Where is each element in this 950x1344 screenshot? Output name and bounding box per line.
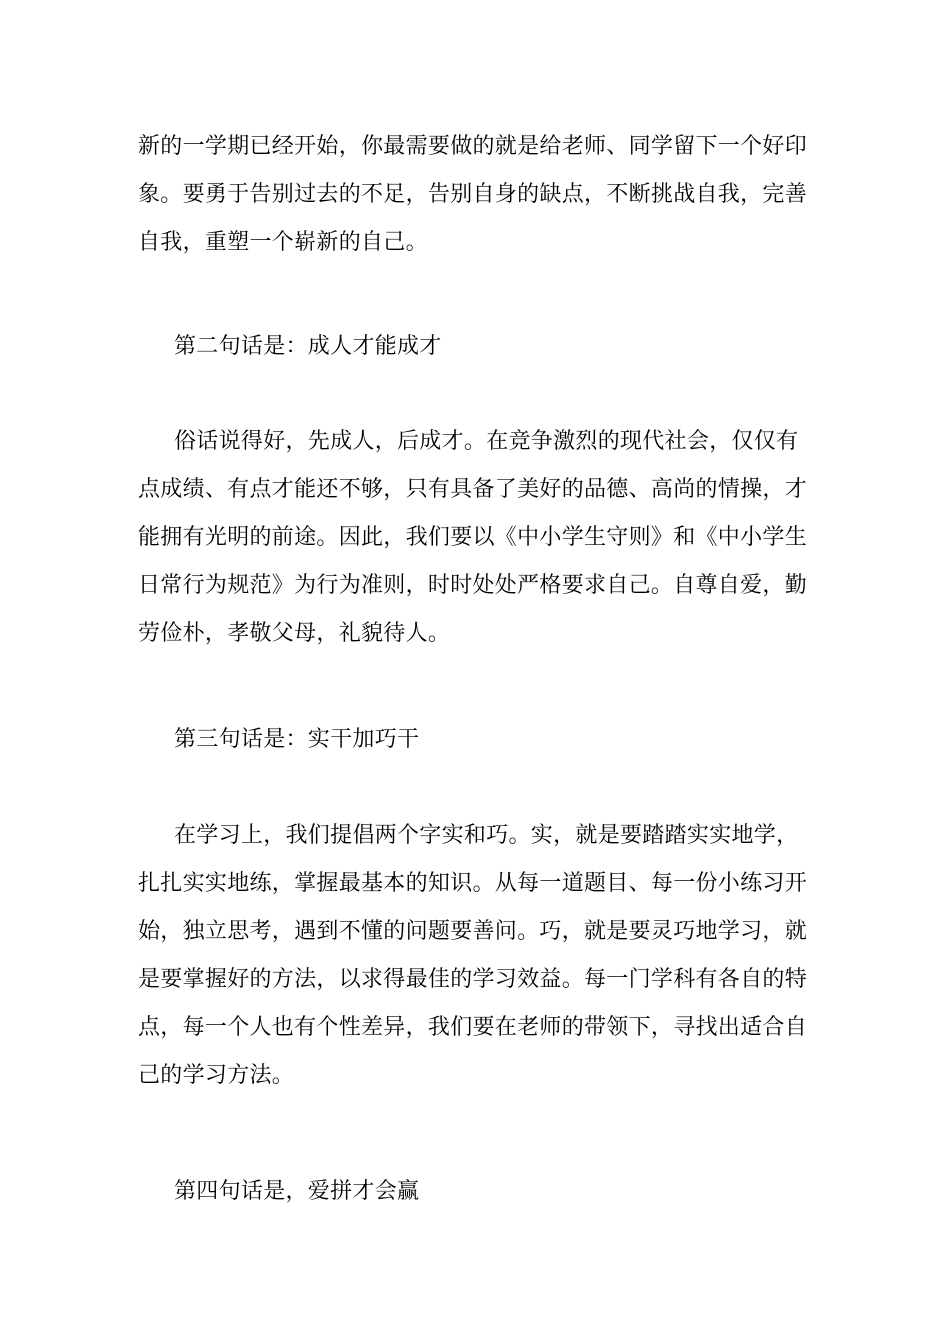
heading-text: 第二句话是：成人才能成才 xyxy=(174,334,442,359)
paragraph-line: 新的一学期已经开始，你最需要做的就是给老师、同学留下一个好印 xyxy=(138,134,808,159)
paragraph-line: 日常行为规范》为行为准则，时时处处严格要求自己。自尊自爱，勤 xyxy=(138,573,808,598)
paragraph-2 xyxy=(138,418,818,658)
paragraph-line: 是要掌握好的方法，以求得最佳的学习效益。每一门学科有各自的特 xyxy=(138,967,808,992)
heading-text: 第三句话是：实干加巧干 xyxy=(174,727,420,752)
section-heading-3 xyxy=(138,716,854,764)
paragraph-line: 点成绩、有点才能还不够，只有具备了美好的品德、高尚的情操，才 xyxy=(138,477,808,502)
paragraph-line: 自我，重塑一个崭新的自己。 xyxy=(138,230,428,255)
paragraph-3 xyxy=(138,812,818,1100)
paragraph-line: 扎扎实实地练，掌握最基本的知识。从每一道题目、每一份小练习开 xyxy=(138,871,808,896)
section-heading-2 xyxy=(138,323,854,371)
paragraph-line: 象。要勇于告别过去的不足，告别自身的缺点，不断挑战自我，完善 xyxy=(138,182,808,207)
section-heading-4 xyxy=(138,1168,854,1216)
paragraph-line: 劳俭朴，孝敬父母，礼貌待人。 xyxy=(138,621,451,646)
heading-text: 第四句话是，爱拼才会赢 xyxy=(174,1179,420,1204)
paragraph-line: 始，独立思考，遇到不懂的问题要善问。巧，就是要灵巧地学习，就 xyxy=(138,919,808,944)
paragraph-line: 点，每一个人也有个性差异，我们要在老师的带领下，寻找出适合自 xyxy=(138,1015,808,1040)
paragraph-line: 能拥有光明的前途。因此，我们要以《中小学生守则》和《中小学生 xyxy=(138,525,808,550)
paragraph-1 xyxy=(138,123,818,267)
paragraph-line: 己的学习方法。 xyxy=(138,1063,295,1088)
paragraph-line: 在学习上，我们提倡两个字实和巧。实，就是要踏踏实实地学， xyxy=(174,823,799,848)
paragraph-line: 俗话说得好，先成人，后成才。在竞争激烈的现代社会，仅仅有 xyxy=(174,429,799,454)
